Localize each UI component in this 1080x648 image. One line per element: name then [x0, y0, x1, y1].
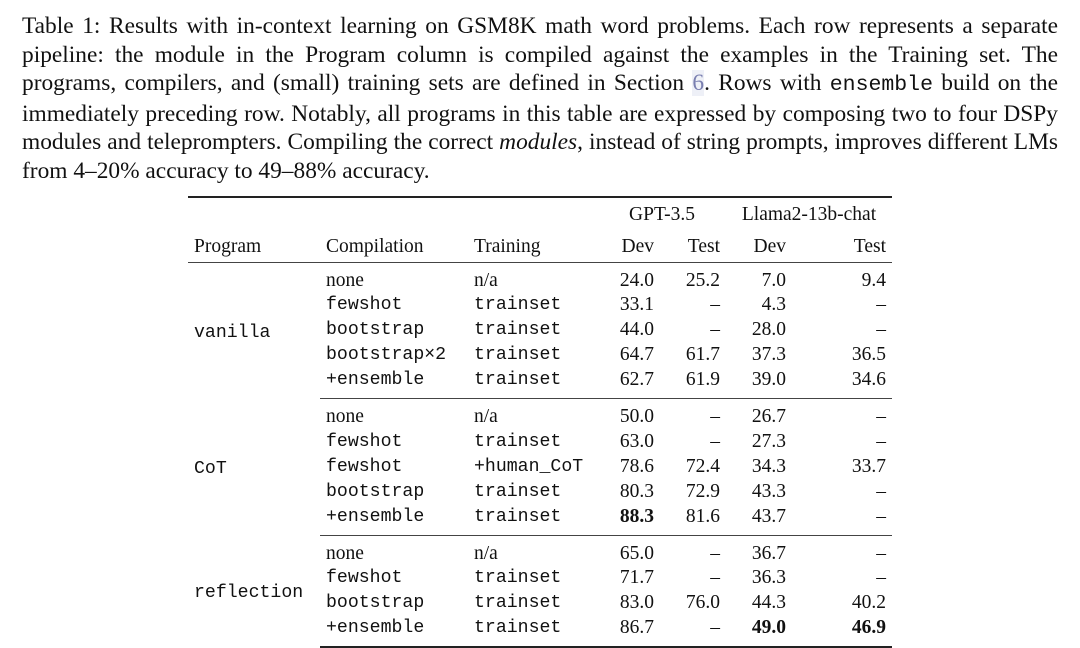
column-header-row — [188, 232, 892, 263]
gpt-test-cell: – — [710, 319, 720, 341]
compilation-cell: none — [326, 406, 364, 428]
training-cell — [468, 342, 598, 367]
gpt-dev-cell: 80.3 — [619, 480, 654, 502]
training-cell-text: trainset — [474, 370, 562, 391]
llama-dev-cell: 37.3 — [751, 344, 786, 366]
gpt-test-cell: – — [660, 615, 726, 647]
training-cell-text: trainset — [474, 506, 562, 527]
llama-test-cell: – — [876, 542, 886, 564]
caption-text-2: . Rows with — [704, 70, 830, 97]
training-cell — [468, 615, 598, 647]
gpt-dev-cell-text: 88.3 — [619, 505, 654, 527]
program-cell: reflection — [194, 583, 304, 604]
training-cell — [468, 565, 598, 590]
compilation-cell — [320, 342, 468, 367]
header-program: Program — [188, 232, 320, 263]
training-cell-text: +human_CoT — [474, 456, 584, 477]
header-llama-test: Test — [792, 232, 892, 263]
compilation-cell-text: fewshot — [326, 567, 403, 588]
training-cell — [468, 504, 598, 536]
compilation-cell-text: +ensemble — [326, 370, 425, 391]
header-llama-dev: Dev — [726, 232, 792, 263]
training-cell — [468, 367, 598, 399]
gpt-dev-cell: 78.6 — [619, 455, 654, 477]
section-reference-link[interactable]: 6 — [692, 70, 705, 97]
gpt-test-cell: 72.9 — [685, 480, 720, 502]
gpt-dev-cell: 86.7 — [598, 615, 660, 647]
gpt-dev-cell: 62.7 — [598, 367, 660, 399]
gpt-dev-cell: 83.0 — [619, 591, 654, 613]
training-cell: n/a — [474, 270, 498, 292]
compilation-cell-text: +ensemble — [326, 506, 425, 527]
table-row — [188, 263, 892, 293]
group-header-row — [188, 197, 892, 232]
caption-emphasis: modules — [499, 129, 578, 156]
llama-test-cell: 9.4 — [861, 270, 886, 292]
header-compilation: Compilation — [320, 232, 468, 263]
gpt-test-cell: 76.0 — [685, 591, 720, 613]
llama-dev-cell: 4.3 — [761, 294, 786, 316]
compilation-cell-text: +ensemble — [326, 617, 425, 638]
compilation-cell — [320, 292, 468, 317]
training-cell-text: trainset — [474, 431, 562, 452]
compilation-cell-text: bootstrap — [326, 592, 425, 613]
llama-test-cell: – — [876, 406, 886, 428]
gpt-test-cell: – — [710, 430, 720, 452]
compilation-cell — [320, 367, 468, 399]
gpt-dev-cell: 64.7 — [619, 344, 654, 366]
compilation-cell: none — [326, 270, 364, 292]
gpt-test-cell: 72.4 — [685, 455, 720, 477]
llama-dev-cell: 34.3 — [751, 455, 786, 477]
caption-text-1: Table 1: Results with in-context learning on GSM8K math word problems. Each row represents a separate pipeline: the module in the Program column is compiled against the examples in the Training set. The programs, compilers, and (small) training sets are defined in Section — [22, 13, 1058, 97]
caption-code-ensemble: ensemble — [829, 73, 933, 98]
training-cell — [468, 479, 598, 504]
table-row — [188, 535, 892, 565]
llama-dev-cell: 28.0 — [751, 319, 786, 341]
compilation-cell — [320, 590, 468, 615]
gpt-test-cell: 81.6 — [660, 504, 726, 536]
llama-dev-cell: 27.3 — [751, 430, 786, 452]
compilation-cell: none — [326, 542, 364, 564]
compilation-cell-text: bootstrap×2 — [326, 345, 447, 366]
training-cell: n/a — [474, 542, 498, 564]
group-header-llama2: Llama2-13b-chat — [726, 197, 892, 232]
training-cell-text: trainset — [474, 320, 562, 341]
gpt-test-cell: – — [710, 294, 720, 316]
llama-dev-cell: 26.7 — [751, 406, 786, 428]
llama-test-cell-text: 46.9 — [851, 616, 886, 638]
llama-dev-cell-text: 49.0 — [751, 616, 786, 638]
llama-test-cell: – — [876, 566, 886, 588]
training-cell-text: trainset — [474, 481, 562, 502]
llama-test-cell: – — [876, 294, 886, 316]
training-cell-text: trainset — [474, 295, 562, 316]
llama-dev-cell: 7.0 — [761, 270, 786, 292]
gpt-dev-cell: 65.0 — [619, 542, 654, 564]
program-cell: vanilla — [194, 323, 271, 344]
header-gpt-dev: Dev — [598, 232, 660, 263]
header-gpt-test: Test — [660, 232, 726, 263]
training-cell — [468, 590, 598, 615]
program-cell: CoT — [194, 459, 227, 480]
compilation-cell — [320, 317, 468, 342]
compilation-cell-text: fewshot — [326, 456, 403, 477]
gpt-test-cell: 61.9 — [660, 367, 726, 399]
training-cell-text: trainset — [474, 617, 562, 638]
gpt-test-cell: 61.7 — [685, 344, 720, 366]
training-cell-text: trainset — [474, 345, 562, 366]
gpt-dev-cell: 44.0 — [619, 319, 654, 341]
compilation-cell-text: bootstrap — [326, 481, 425, 502]
gpt-dev-cell: 33.1 — [619, 294, 654, 316]
compilation-cell — [320, 615, 468, 647]
llama-test-cell: – — [876, 480, 886, 502]
table-row — [188, 399, 892, 429]
compilation-cell-text: bootstrap — [326, 320, 425, 341]
llama-dev-cell: 36.3 — [751, 566, 786, 588]
llama-test-cell: 34.6 — [792, 367, 892, 399]
results-table — [188, 196, 892, 648]
llama-test-cell: 40.2 — [851, 591, 886, 613]
llama-test-cell: – — [876, 319, 886, 341]
gpt-test-cell: – — [710, 406, 720, 428]
gpt-dev-cell — [598, 504, 660, 536]
results-table-body — [188, 263, 892, 647]
gpt-test-cell: 25.2 — [685, 270, 720, 292]
training-cell: n/a — [474, 406, 498, 428]
llama-dev-cell: 36.7 — [751, 542, 786, 564]
compilation-cell-text: fewshot — [326, 295, 403, 316]
gpt-dev-cell: 24.0 — [619, 270, 654, 292]
group-header-gpt35: GPT-3.5 — [598, 197, 726, 232]
training-cell — [468, 429, 598, 454]
gpt-test-cell: – — [710, 566, 720, 588]
compilation-cell — [320, 454, 468, 479]
gpt-test-cell: – — [710, 542, 720, 564]
compilation-cell-text: fewshot — [326, 431, 403, 452]
llama-dev-cell — [726, 615, 792, 647]
llama-test-cell — [792, 615, 892, 647]
training-cell — [468, 454, 598, 479]
llama-test-cell: – — [792, 504, 892, 536]
llama-dev-cell: 43.7 — [726, 504, 792, 536]
compilation-cell — [320, 479, 468, 504]
llama-dev-cell: 44.3 — [751, 591, 786, 613]
llama-dev-cell: 39.0 — [726, 367, 792, 399]
table-caption — [22, 12, 1058, 186]
caption-text-4: , instead of string prompts, improves different LMs from 4–20% accuracy to 49–88% accuracy. — [22, 129, 1058, 184]
llama-dev-cell: 43.3 — [751, 480, 786, 502]
training-cell — [468, 317, 598, 342]
compilation-cell — [320, 565, 468, 590]
caption-text-3: build on the immediately preceding row. Notably, all programs in this table are expressed by composing two to four DSPy modules and teleprompters. Compiling the correct — [22, 70, 1058, 156]
training-cell-text: trainset — [474, 567, 562, 588]
gpt-dev-cell: 63.0 — [619, 430, 654, 452]
training-cell — [468, 292, 598, 317]
llama-test-cell: 36.5 — [851, 344, 886, 366]
gpt-dev-cell: 50.0 — [619, 406, 654, 428]
llama-test-cell: – — [876, 430, 886, 452]
header-training: Training — [468, 232, 598, 263]
gpt-dev-cell: 71.7 — [619, 566, 654, 588]
compilation-cell — [320, 504, 468, 536]
compilation-cell — [320, 429, 468, 454]
llama-test-cell: 33.7 — [851, 455, 886, 477]
training-cell-text: trainset — [474, 592, 562, 613]
